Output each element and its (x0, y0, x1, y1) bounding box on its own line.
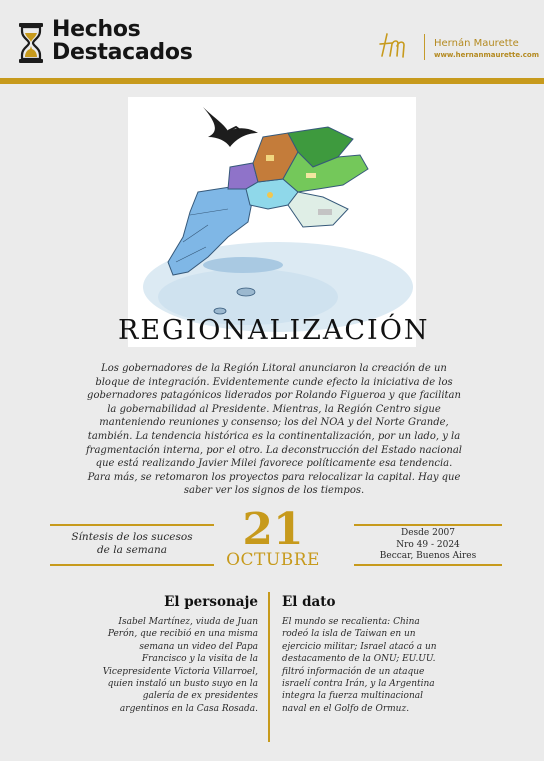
band-rule-right-top (354, 524, 502, 526)
personaje-heading: El personaje (164, 594, 258, 610)
band-rule-right-bottom (354, 564, 502, 566)
condor-icon (203, 107, 258, 147)
page-title: REGIONALIZACIÓN (118, 315, 430, 346)
weekly-summary-line1: Síntesis de los sucesos (71, 531, 193, 543)
author-block (434, 38, 539, 60)
personaje-section (100, 594, 258, 715)
dato-heading: El dato (282, 594, 336, 610)
issue-info (354, 528, 502, 563)
weekly-summary-label (50, 531, 214, 557)
brand-title-line2: Destacados (52, 40, 193, 65)
column-divider (268, 592, 270, 742)
hourglass-icon (18, 22, 44, 64)
dato-section (282, 594, 440, 715)
weekly-summary-line2: de la semana (96, 544, 168, 556)
brand-title (52, 18, 192, 64)
date-day: 21 (242, 504, 304, 555)
issue-location: Beccar, Buenos Aires (379, 551, 477, 561)
band-rule-left-bottom (50, 564, 214, 566)
personaje-text: Isabel Martínez, viuda de Juan Perón, que recibió en una misma semana un video del Papa Francisco y la visita de la Vicepresidente Victoria Villarroel, quien instaló un busto suyo en la galería de ex presidentes argentinos en la Casa Rosada. (102, 617, 258, 714)
dato-text: El mundo se recalienta: China rodeó la isla de Taiwan en un ejercicio militar; Israel atacó a un destacamento de la ONU; EU.UU. filtró información de un ataque israelí contra Irán, y la Argentina integra la fuerza multinacional naval en el Golfo de Ormuz. (282, 617, 437, 714)
author-name: Hernán Maurette (434, 38, 519, 49)
brand-title-line1: Hechos (52, 17, 141, 42)
header (0, 0, 544, 80)
header-divider (424, 34, 425, 60)
regions-map-illustration (128, 97, 416, 347)
band-rule-left-top (50, 524, 214, 526)
author-logo-icon (378, 30, 412, 60)
issue-since: Desde 2007 (400, 528, 455, 538)
issue-number: Nro 49 - 2024 (396, 539, 460, 550)
map-artwork (128, 97, 416, 347)
header-rule (0, 78, 544, 84)
author-website[interactable]: www.hernanmaurette.com (434, 51, 540, 59)
date-month: OCTUBRE (226, 550, 320, 570)
intro-paragraph: Los gobernadores de la Región Litoral anunciaron la creación de un bloque de integración. Evidentemente cunde efecto la iniciativa de los gobernadores patagónicos liderados por Rolando Figueroa y que facilitan la gobernabilidad al Presidente. Mientras, la Región Centro sigue manteniendo reuniones y consenso; los del NOA y del Norte Grande, también. La tendencia histórica es la continentalización, por un lado, y la fragmentación interna, por el otro. La deconstrucción del Estado nacional que está realizando Javier Milei favorece políticamente esa tendencia. Para más, se retomaron los proyectos para relocalizar la capital. Hay que saber ver los signos de los tiempos. (85, 363, 463, 497)
